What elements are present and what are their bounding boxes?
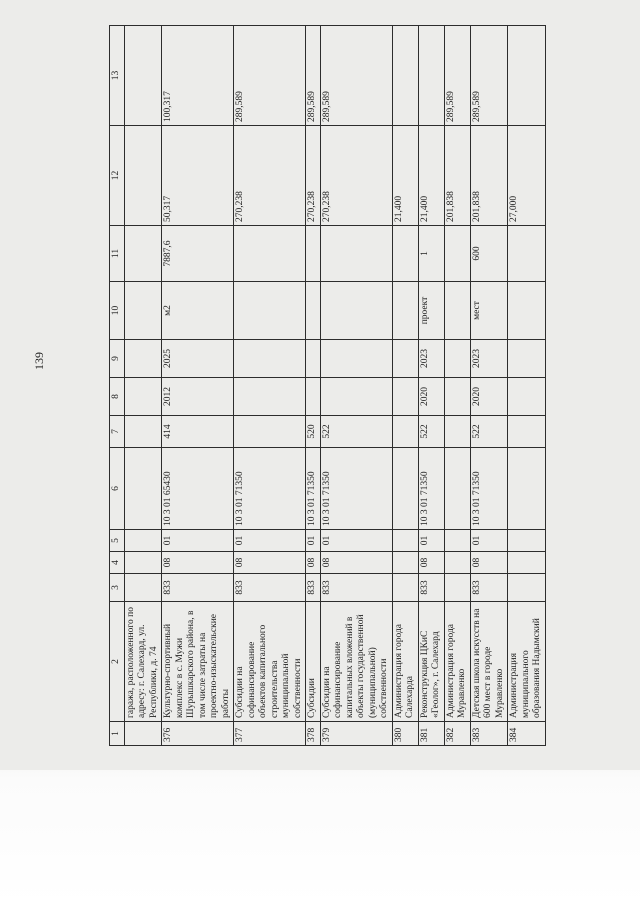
cell-amount-13: 289,589 (470, 26, 508, 126)
cell-ministry (444, 574, 470, 602)
cell-target-article (124, 448, 162, 530)
cell-expense-type (234, 416, 306, 448)
row-number: 380 (392, 722, 418, 746)
cell-section: 08 (418, 552, 444, 574)
cell-expense-type (392, 416, 418, 448)
cell-year-start (392, 378, 418, 416)
table-row (418, 26, 444, 746)
cell-capacity (234, 226, 306, 282)
cell-expense-type: 522 (470, 416, 508, 448)
header-cell: 2 (110, 602, 125, 722)
cell-ministry: 833 (470, 574, 508, 602)
cell-expense-type (444, 416, 470, 448)
header-cell: 9 (110, 340, 125, 378)
cell-ministry: 833 (320, 574, 392, 602)
cell-section (508, 552, 546, 574)
cell-section: 08 (234, 552, 306, 574)
cell-target-article: 10 3 01 71350 (470, 448, 508, 530)
cell-amount-12: 21,400 (392, 126, 418, 226)
cell-year-end (444, 340, 470, 378)
cell-subsection: 01 (306, 530, 321, 552)
cell-year-end: 2023 (418, 340, 444, 378)
cell-capacity (124, 226, 162, 282)
header-cell: 4 (110, 552, 125, 574)
cell-year-end (124, 340, 162, 378)
rotated-table-container (109, 26, 612, 746)
cell-amount-13 (508, 26, 546, 126)
cell-target-article: 10 3 01 65430 (162, 448, 234, 530)
cell-expense-type: 520 (306, 416, 321, 448)
header-cell: 12 (110, 126, 125, 226)
cell-unit (392, 282, 418, 340)
row-number: 382 (444, 722, 470, 746)
cell-year-end (392, 340, 418, 378)
cell-expense-type: 522 (320, 416, 392, 448)
cell-amount-13: 289,589 (234, 26, 306, 126)
cell-year-end (306, 340, 321, 378)
table-row (234, 26, 306, 746)
cell-subsection: 01 (320, 530, 392, 552)
cell-year-start (508, 378, 546, 416)
cell-capacity (392, 226, 418, 282)
header-cell: 10 (110, 282, 125, 340)
cell-amount-12: 270,238 (234, 126, 306, 226)
header-cell: 5 (110, 530, 125, 552)
cell-ministry (124, 574, 162, 602)
cell-capacity (508, 226, 546, 282)
cell-year-start (444, 378, 470, 416)
row-number: 378 (306, 722, 321, 746)
cell-unit (234, 282, 306, 340)
header-row (110, 26, 125, 746)
row-number: 376 (162, 722, 234, 746)
header-cell: 11 (110, 226, 125, 282)
table-row (508, 26, 546, 746)
cell-ministry: 833 (306, 574, 321, 602)
cell-unit (306, 282, 321, 340)
header-cell: 7 (110, 416, 125, 448)
row-name: Субсидии (306, 602, 321, 722)
row-name: Культурно-спортивный комплекс в с. Мужи Шурышкарского района, в том числе затраты на проектно-изыскательские работы (162, 602, 234, 722)
cell-target-article (508, 448, 546, 530)
cell-capacity (444, 226, 470, 282)
cell-year-end: 2025 (162, 340, 234, 378)
cell-target-article (392, 448, 418, 530)
cell-expense-type (124, 416, 162, 448)
cell-unit (508, 282, 546, 340)
row-name: Администрация города Муравленко (444, 602, 470, 722)
table-row (124, 26, 162, 746)
header-cell: 8 (110, 378, 125, 416)
cell-ministry (508, 574, 546, 602)
cell-target-article: 10 3 01 71350 (306, 448, 321, 530)
cell-subsection (444, 530, 470, 552)
cell-target-article: 10 3 01 71350 (320, 448, 392, 530)
row-number (124, 722, 162, 746)
cell-year-start (320, 378, 392, 416)
cell-expense-type (508, 416, 546, 448)
cell-amount-12: 201,838 (444, 126, 470, 226)
cell-year-end (320, 340, 392, 378)
cell-subsection (392, 530, 418, 552)
cell-year-start: 2020 (470, 378, 508, 416)
cell-year-start (234, 378, 306, 416)
header-cell: 13 (110, 26, 125, 126)
cell-section (444, 552, 470, 574)
cell-section (124, 552, 162, 574)
cell-unit (444, 282, 470, 340)
row-number: 379 (320, 722, 392, 746)
cell-capacity: 1 (418, 226, 444, 282)
cell-amount-13 (418, 26, 444, 126)
cell-capacity: 600 (470, 226, 508, 282)
table-row (444, 26, 470, 746)
cell-unit: мест (470, 282, 508, 340)
cell-amount-13: 100,317 (162, 26, 234, 126)
table-row (470, 26, 508, 746)
cell-expense-type: 522 (418, 416, 444, 448)
cell-subsection: 01 (234, 530, 306, 552)
cell-section: 08 (470, 552, 508, 574)
header-cell: 3 (110, 574, 125, 602)
table-row (162, 26, 234, 746)
cell-ministry: 833 (234, 574, 306, 602)
cell-year-start (306, 378, 321, 416)
cell-amount-13: 289,589 (320, 26, 392, 126)
cell-section (392, 552, 418, 574)
cell-amount-12 (124, 126, 162, 226)
cell-subsection (124, 530, 162, 552)
cell-subsection: 01 (418, 530, 444, 552)
cell-amount-13: 289,589 (306, 26, 321, 126)
cell-ministry: 833 (162, 574, 234, 602)
cell-amount-13 (124, 26, 162, 126)
cell-section: 08 (320, 552, 392, 574)
cell-section: 08 (306, 552, 321, 574)
cell-ministry: 833 (418, 574, 444, 602)
cell-unit (320, 282, 392, 340)
row-number: 381 (418, 722, 444, 746)
table-row (392, 26, 418, 746)
row-name: Субсидии на софинансирование объектов капитального строительства муниципальной собственности (234, 602, 306, 722)
cell-expense-type: 414 (162, 416, 234, 448)
cell-amount-12: 201,838 (470, 126, 508, 226)
cell-year-start: 2012 (162, 378, 234, 416)
cell-target-article: 10 3 01 71350 (234, 448, 306, 530)
cell-capacity: 7887,6 (162, 226, 234, 282)
cell-capacity (306, 226, 321, 282)
header-cell: 6 (110, 448, 125, 530)
cell-subsection (508, 530, 546, 552)
cell-year-end (508, 340, 546, 378)
row-name: Детская школа искусств на 600 мест в городе Муравленко (470, 602, 508, 722)
cell-unit: м2 (162, 282, 234, 340)
cell-year-end: 2023 (470, 340, 508, 378)
header-cell: 1 (110, 722, 125, 746)
row-number: 384 (508, 722, 546, 746)
cell-amount-12: 27,000 (508, 126, 546, 226)
row-name: Реконструкция ЦКиС «Геолог», г. Салехард (418, 602, 444, 722)
cell-subsection: 01 (162, 530, 234, 552)
cell-year-start (124, 378, 162, 416)
cell-target-article (444, 448, 470, 530)
cell-amount-12: 270,238 (320, 126, 392, 226)
row-name: гаража, расположенного по адресу: г. Салехард, ул. Республики, д. 74 (124, 602, 162, 722)
row-name: Субсидии на софинансирование капитальных вложений в объекты государственной (муниципальной) собственности (320, 602, 392, 722)
cell-subsection: 01 (470, 530, 508, 552)
cell-amount-12: 270,238 (306, 126, 321, 226)
budget-table (109, 25, 546, 746)
cell-section: 08 (162, 552, 234, 574)
cell-ministry (392, 574, 418, 602)
cell-unit (124, 282, 162, 340)
cell-amount-13: 289,589 (444, 26, 470, 126)
cell-amount-12: 50,317 (162, 126, 234, 226)
cell-amount-12: 21,400 (418, 126, 444, 226)
table-row (306, 26, 321, 746)
row-name: Администрация города Салехарда (392, 602, 418, 722)
row-number: 383 (470, 722, 508, 746)
cell-unit: проект (418, 282, 444, 340)
cell-capacity (320, 226, 392, 282)
cell-amount-13 (392, 26, 418, 126)
cell-year-end (234, 340, 306, 378)
row-number: 377 (234, 722, 306, 746)
page-number: 139 (32, 352, 46, 370)
table-row (320, 26, 392, 746)
row-name: Администрация муниципального образования Надымский (508, 602, 546, 722)
cell-year-start: 2020 (418, 378, 444, 416)
cell-target-article: 10 3 01 71350 (418, 448, 444, 530)
